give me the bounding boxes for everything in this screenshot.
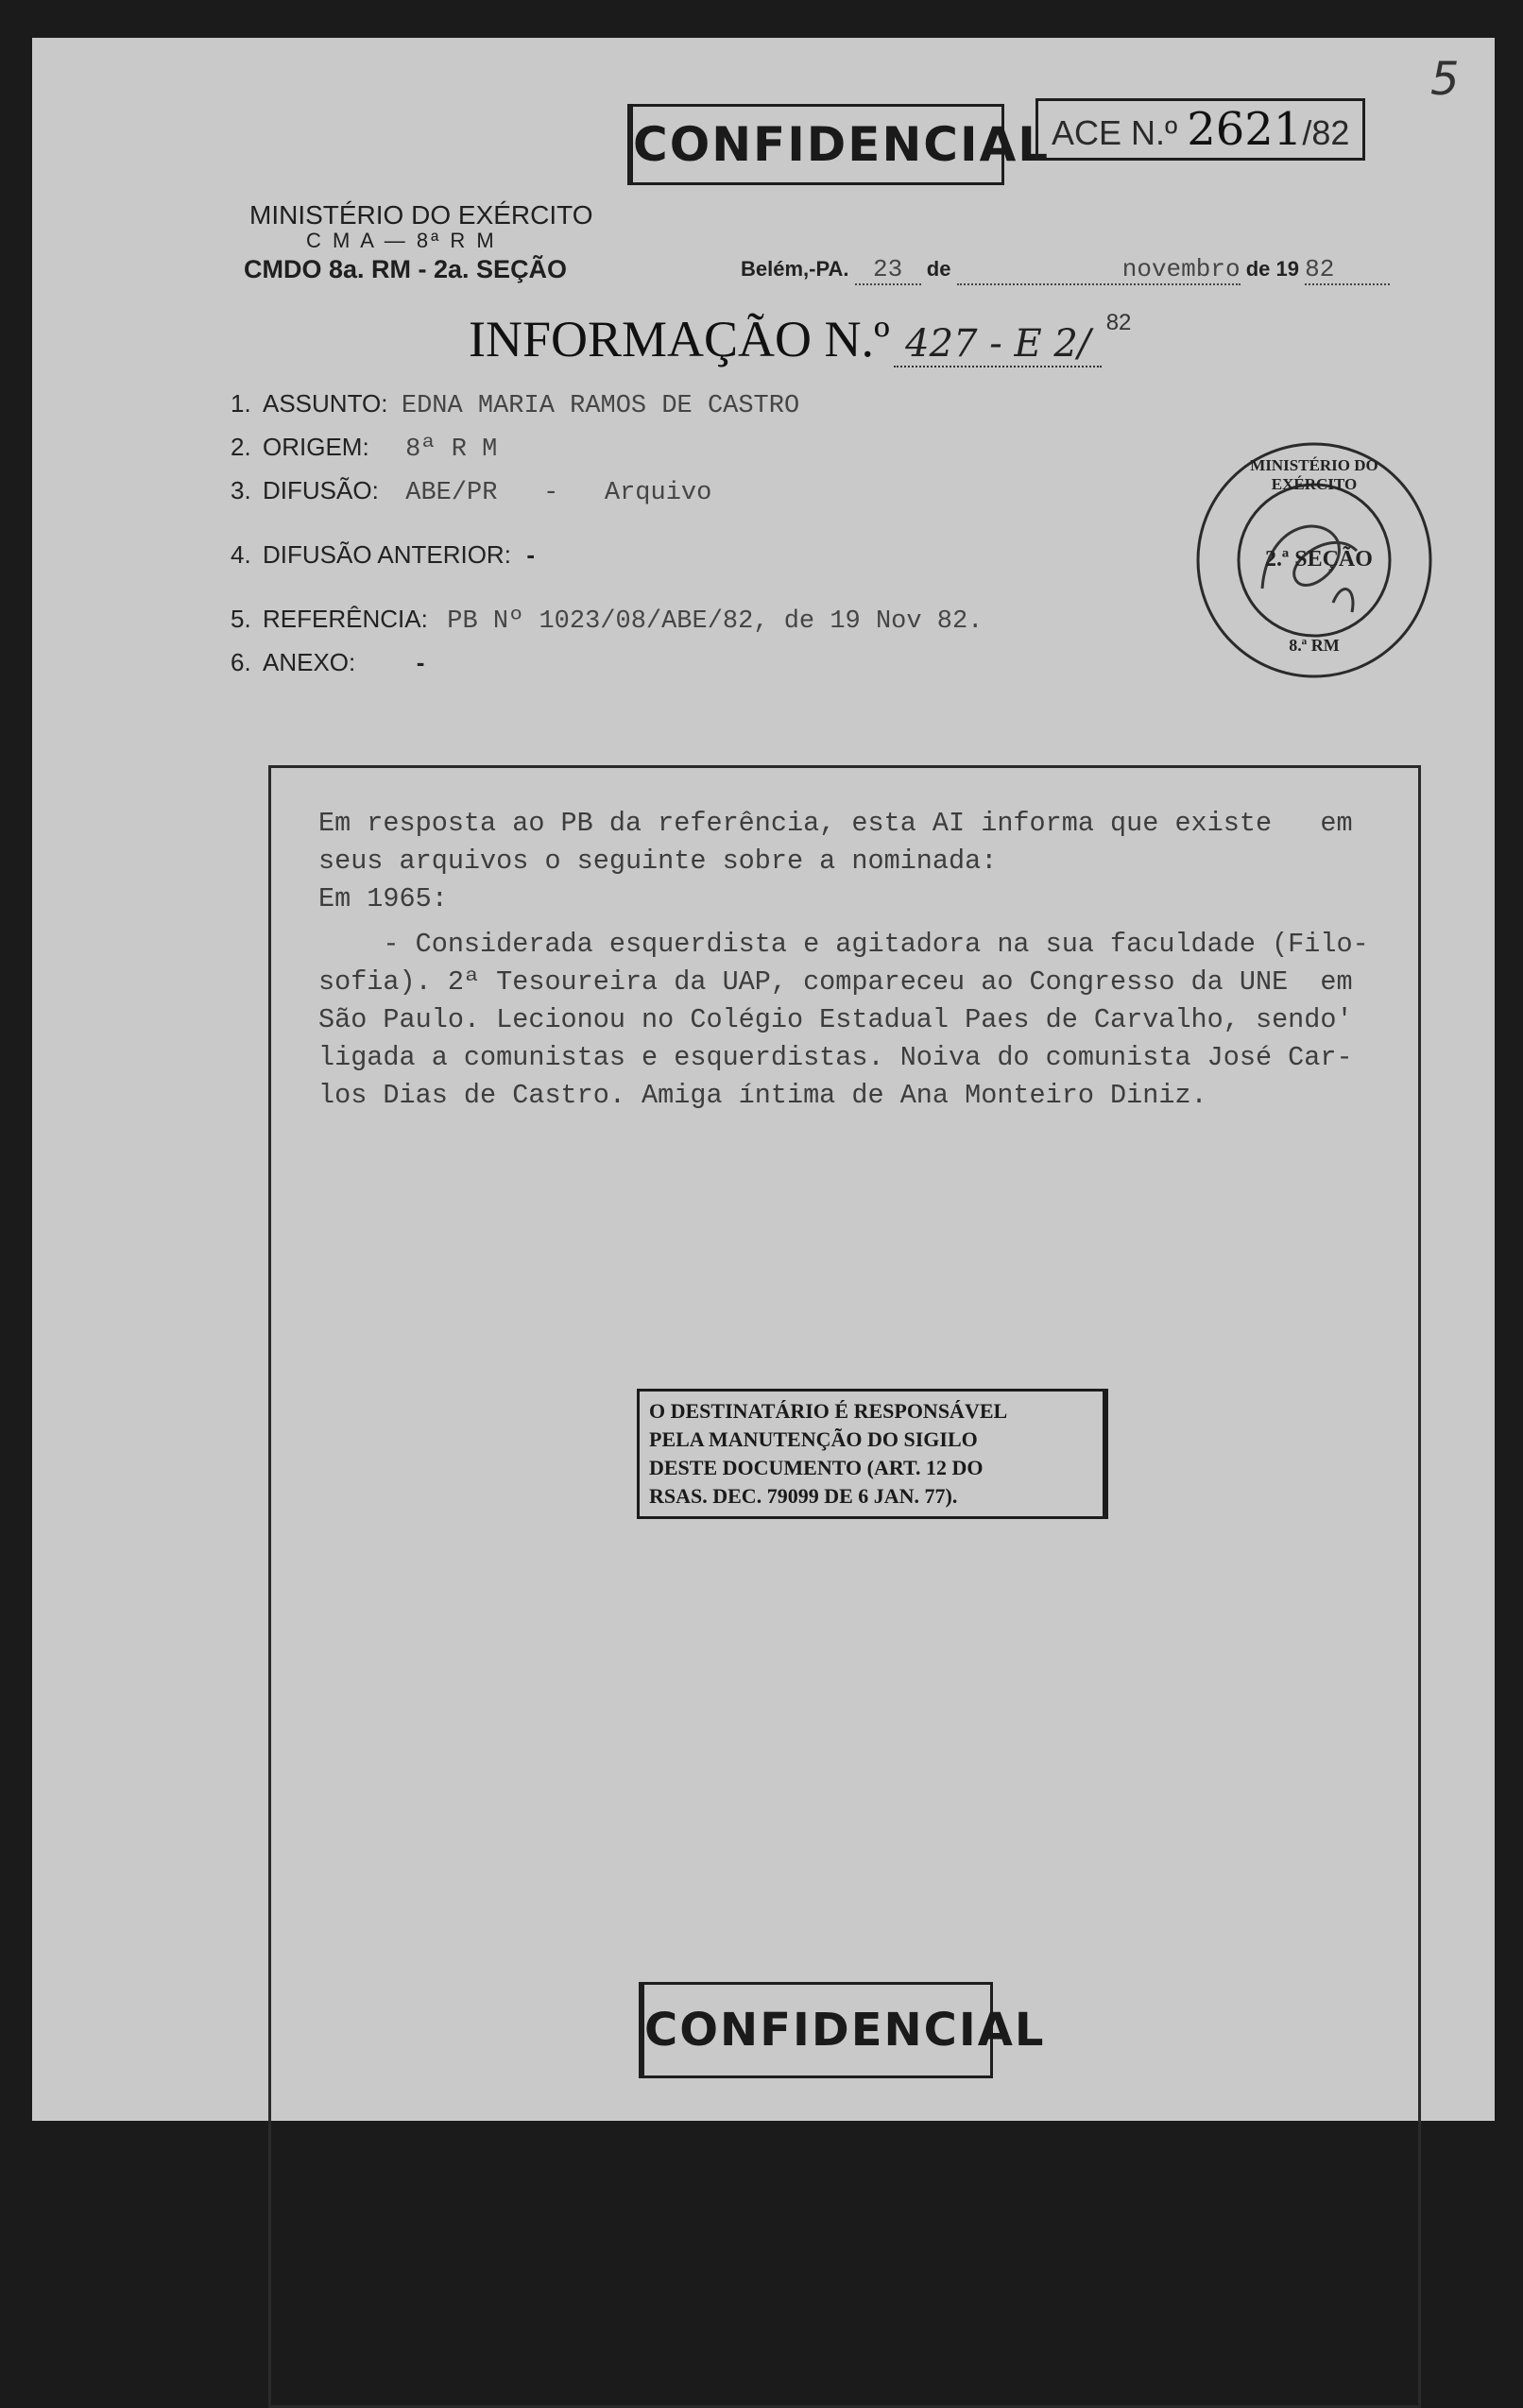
place-date-line	[741, 255, 1440, 287]
notice-line: O DESTINATÁRIO É RESPONSÁVEL	[649, 1399, 1008, 1423]
body-line: seus arquivos o seguinte sobre a nominada:	[318, 845, 998, 877]
date-month: novembro	[957, 255, 1241, 285]
field-referencia	[231, 605, 983, 636]
bottom-confidential-stamp	[639, 1982, 1046, 2078]
seal-bottom-text: 8.ª RM	[1289, 636, 1340, 655]
date-day: 23	[855, 255, 921, 285]
field-origem	[231, 433, 497, 464]
field-label: DIFUSÃO:	[263, 476, 379, 504]
date-de2: de 19	[1245, 257, 1299, 281]
bottom-confidential-text: CONFIDENCIAL	[644, 2004, 1046, 2057]
body-line: São Paulo. Lecionou no Colégio Estadual Paes de Carvalho, sendo'	[318, 1004, 1353, 1035]
body-line: - Considerada esquerdista e agitadora na sua faculdade (Filo-	[318, 929, 1369, 960]
ace-number: 2621	[1187, 103, 1303, 156]
field-value: -	[526, 540, 536, 569]
date-year: 82	[1305, 255, 1390, 285]
field-num: 1.	[231, 389, 251, 418]
top-confidential-stamp	[627, 104, 1051, 185]
field-value: EDNA MARIA RAMOS DE CASTRO	[401, 392, 800, 420]
ministry-name: MINISTÉRIO DO EXÉRCITO	[249, 200, 593, 230]
command-name: C M A — 8ª R M	[306, 229, 497, 252]
seal-top-text: MINISTÉRIO DO EXÉRCITO	[1250, 456, 1378, 493]
body-line: sofia). 2ª Tesoureira da UAP, compareceu ao Congresso da UNE em	[318, 966, 1353, 998]
field-value: -	[416, 648, 425, 676]
body-line: Em 1965:	[318, 883, 448, 914]
ace-year: /82	[1302, 113, 1350, 152]
field-difusao-anterior	[231, 540, 535, 570]
document-page	[32, 38, 1495, 2121]
top-confidential-text: CONFIDENCIAL	[633, 117, 1051, 172]
field-label: REFERÊNCIA:	[263, 605, 428, 633]
notice-line: PELA MANUTENÇÃO DO SIGILO	[649, 1427, 978, 1451]
army-seal-stamp	[1191, 437, 1437, 688]
notice-line: RSAS. DEC. 79099 DE 6 JAN. 77).	[649, 1484, 958, 1508]
field-num: 5.	[231, 605, 251, 633]
section-name: CMDO 8a. RM - 2a. SEÇÃO	[244, 255, 568, 283]
field-num: 2.	[231, 433, 251, 461]
confidentiality-notice	[637, 1389, 1108, 1519]
title-number: 427 - E 2/	[894, 322, 1102, 367]
seal-center-text: 2.ª SEÇÃO	[1265, 547, 1373, 572]
field-num: 4.	[231, 540, 251, 569]
body-line: Em resposta ao PB da referência, esta AI informa que existe em	[318, 808, 1353, 839]
place-label: Belém,-PA.	[741, 257, 849, 281]
title-year: 82	[1105, 310, 1132, 335]
field-assunto	[231, 389, 799, 420]
ace-label: ACE N.º	[1052, 113, 1178, 152]
field-anexo	[231, 648, 424, 677]
body-line: ligada a comunistas e esquerdistas. Noiva do comunista José Car-	[318, 1042, 1353, 1073]
information-body-box	[268, 765, 1421, 2408]
field-label: ASSUNTO:	[263, 389, 388, 418]
ace-number-box	[1035, 98, 1365, 161]
body-line: los Dias de Castro. Amiga íntima de Ana Monteiro Diniz.	[318, 1080, 1207, 1111]
field-num: 6.	[231, 648, 251, 676]
field-difusao	[231, 476, 711, 507]
field-value: 8ª R M	[405, 435, 498, 464]
document-title	[469, 310, 1131, 368]
field-num: 3.	[231, 476, 251, 504]
field-label: ORIGEM:	[263, 433, 369, 461]
date-de1: de	[926, 257, 951, 281]
title-label: INFORMAÇÃO N.º	[469, 311, 890, 367]
notice-line: DESTE DOCUMENTO (ART. 12 DO	[649, 1456, 984, 1479]
field-label: DIFUSÃO ANTERIOR:	[263, 540, 511, 569]
page-number: 5	[1430, 53, 1460, 106]
field-value: ABE/PR - Arquivo	[405, 479, 712, 507]
field-value: PB Nº 1023/08/ABE/82, de 19 Nov 82.	[447, 607, 984, 636]
field-label: ANEXO:	[263, 648, 356, 676]
